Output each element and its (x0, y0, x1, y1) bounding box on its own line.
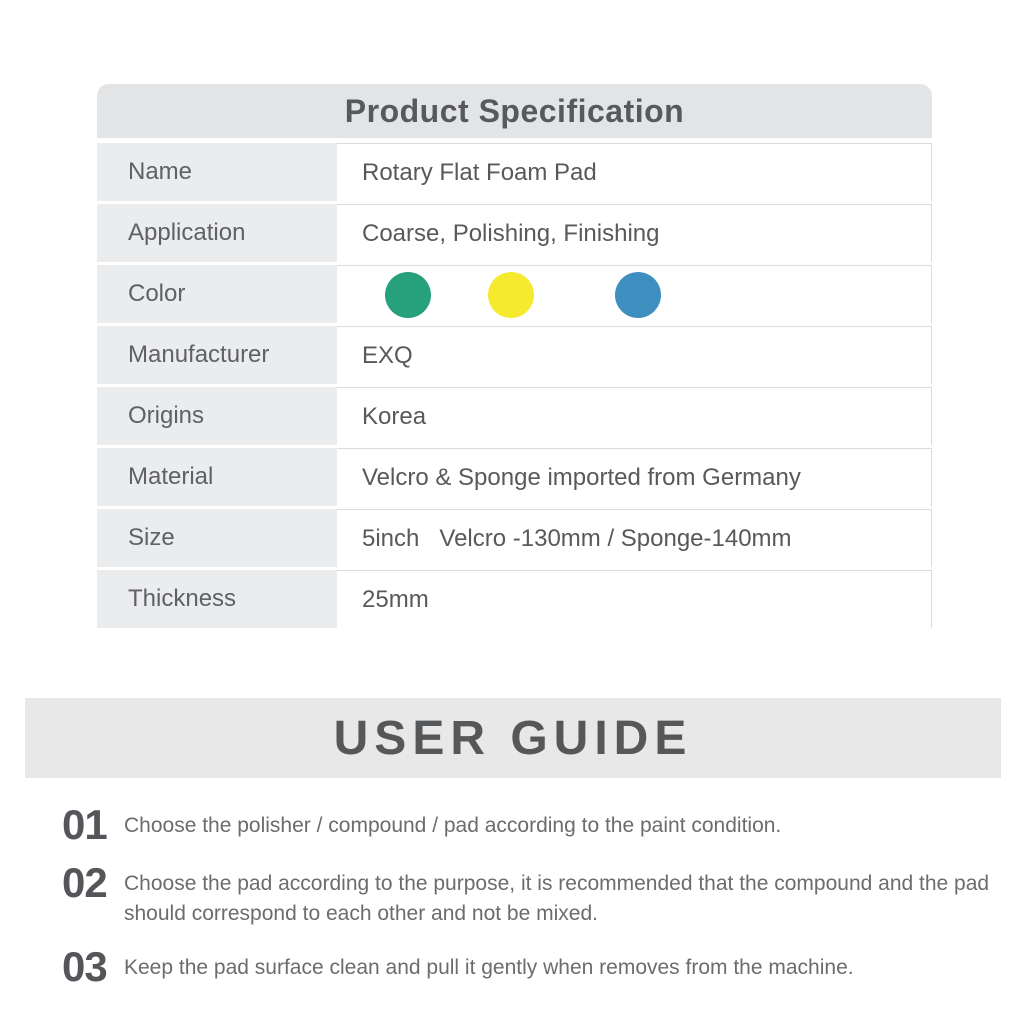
step-text: Keep the pad surface clean and pull it gently when removes from the machine. (124, 956, 854, 979)
guide-step-02 (62, 859, 1004, 929)
spec-table-title: Product Specification (344, 92, 685, 129)
row-value: 25mm (337, 570, 932, 628)
color-swatch-yellow-icon (488, 272, 534, 318)
step-number: 03 (62, 943, 107, 990)
row-value: Velcro & Sponge imported from Germany (337, 448, 932, 506)
guide-step-03 (62, 943, 854, 990)
table-row-thickness (97, 570, 932, 628)
row-label: Color (97, 265, 337, 323)
row-label: Application (97, 204, 337, 262)
row-value-color-swatches (337, 265, 932, 323)
row-value: EXQ (337, 326, 932, 384)
table-row-size (97, 509, 932, 567)
table-row-application (97, 204, 932, 262)
row-value: Korea (337, 387, 932, 445)
table-row-color (97, 265, 932, 323)
row-label: Thickness (97, 570, 337, 628)
row-value: Rotary Flat Foam Pad (337, 143, 932, 201)
row-label: Size (97, 509, 337, 567)
product-spec-table (97, 84, 932, 631)
step-text: Choose the pad according to the purpose, it is recommended that the compound and the pad should correspond to each other and not be mixed. (124, 872, 990, 925)
step-number: 02 (62, 859, 107, 906)
user-guide-title: USER GUIDE (333, 711, 693, 765)
table-row-origins (97, 387, 932, 445)
table-row-material (97, 448, 932, 506)
spec-table-header (97, 84, 932, 138)
row-label: Material (97, 448, 337, 506)
user-guide-banner (25, 698, 1001, 778)
row-value: 5inch Velcro -130mm / Sponge-140mm (337, 509, 932, 567)
color-swatch-blue-icon (615, 272, 661, 318)
guide-step-01 (62, 801, 782, 848)
row-label: Manufacturer (97, 326, 337, 384)
row-value: Coarse, Polishing, Finishing (337, 204, 932, 262)
table-row-manufacturer (97, 326, 932, 384)
step-text: Choose the polisher / compound / pad according to the paint condition. (124, 814, 782, 837)
table-row-name (97, 143, 932, 201)
step-number: 01 (62, 801, 107, 848)
row-label: Origins (97, 387, 337, 445)
color-swatch-green-icon (385, 272, 431, 318)
row-label: Name (97, 143, 337, 201)
